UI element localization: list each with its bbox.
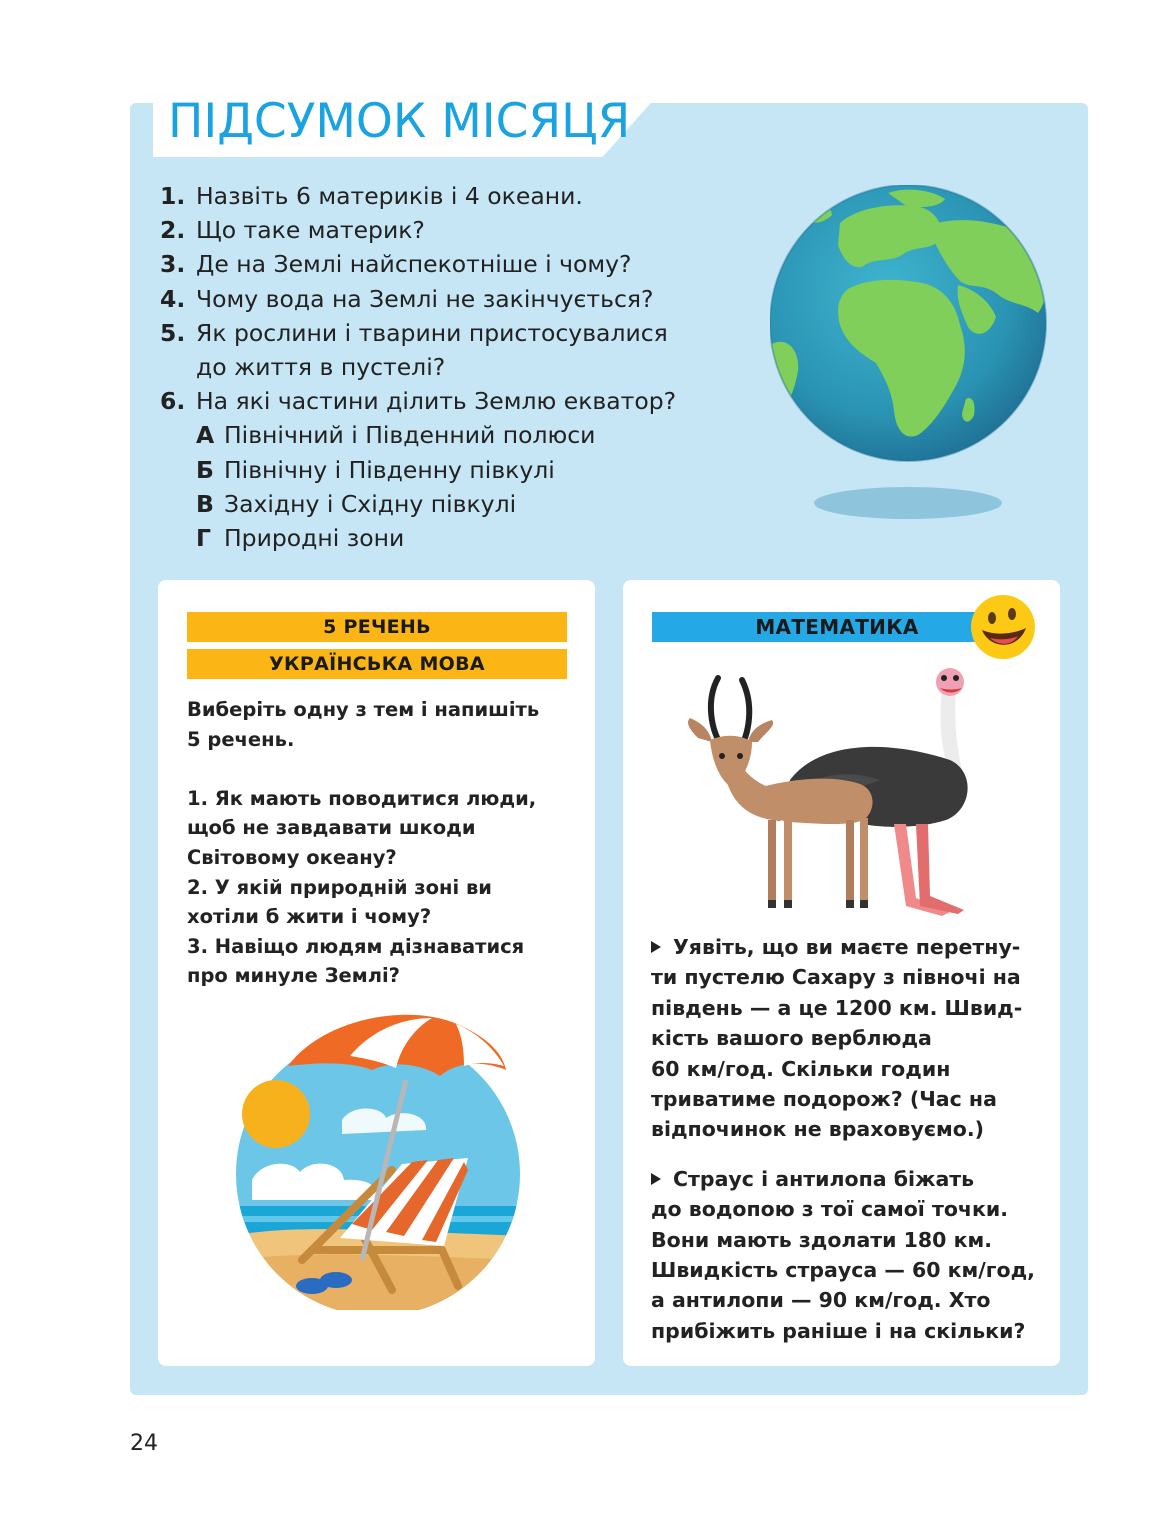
questions-list (160, 179, 780, 555)
page-number: 24 (130, 1431, 158, 1456)
tag-ukrainian-language: УКРАЇНСЬКА МОВА (187, 649, 567, 679)
triangle-bullet-icon (651, 1173, 661, 1185)
question-item: 3. Де на Землі найспекотніше і чому? (160, 250, 632, 279)
tag-five-sentences: 5 РЕЧЕНЬ (187, 612, 567, 642)
page-title: ПІДСУМОК МІСЯЦЯ (168, 94, 631, 149)
question-item: 1. Назвіть 6 материків і 4 океани. (160, 182, 583, 210)
topic-item: 1. Як мають поводитися люди, щоб не завдавати шкоди Світовому океану? (187, 786, 537, 869)
answer-option: В Західну і Східну півкулі (196, 489, 517, 518)
question-item: 6. На які частини ділить Землю екватор? (160, 387, 677, 416)
topic-item: 3. Навіщо людям дізнаватися про минуле Землі? (187, 934, 525, 988)
question-item: 4. Чому вода на Землі не закінчується? (160, 284, 654, 313)
globe-illustration (770, 185, 1050, 525)
answer-option: Г Природні зони (196, 524, 405, 553)
topic-item: 2. У якій природній зоні ви хотіли б жити і чому? (187, 875, 492, 929)
antelope-ostrich-illustration (680, 660, 980, 920)
math-problem-2: Страус і антилопа біжать до водопою з тої самої точки. Вони мають здолати 180 км. Швидкість страуса — 60 км/год, а антилопи — 90 км/год. Хто прибіжить раніше і на скільки? (651, 1166, 1035, 1343)
answer-option: Б Північну і Південну півкулі (196, 455, 555, 484)
beach-illustration (232, 1010, 524, 1310)
math-tasks (651, 932, 1051, 1346)
math-problem-1: Уявіть, що ви маєте перетну- ти пустелю Сахару з півночі на південь — а це 1200 км. Швид- кість вашого верблюда 60 км/год. Скільки годин триватиме подорож? (Час на відпочинок не враховуємо.) (651, 935, 1023, 1142)
question-item: 5. Як рослини і тварини пристосувалися до життя в пустелі? (160, 318, 668, 382)
answer-option: А Північний і Південний полюси (196, 421, 596, 450)
question-item: 2. Що таке материк? (160, 216, 425, 245)
ukrainian-task (187, 695, 587, 991)
task-intro: Виберіть одну з тем і напишіть 5 речень. (187, 698, 540, 751)
triangle-bullet-icon (651, 941, 661, 953)
tag-math: МАТЕМАТИКА (652, 612, 1022, 642)
smiley-face-icon (970, 594, 1036, 660)
